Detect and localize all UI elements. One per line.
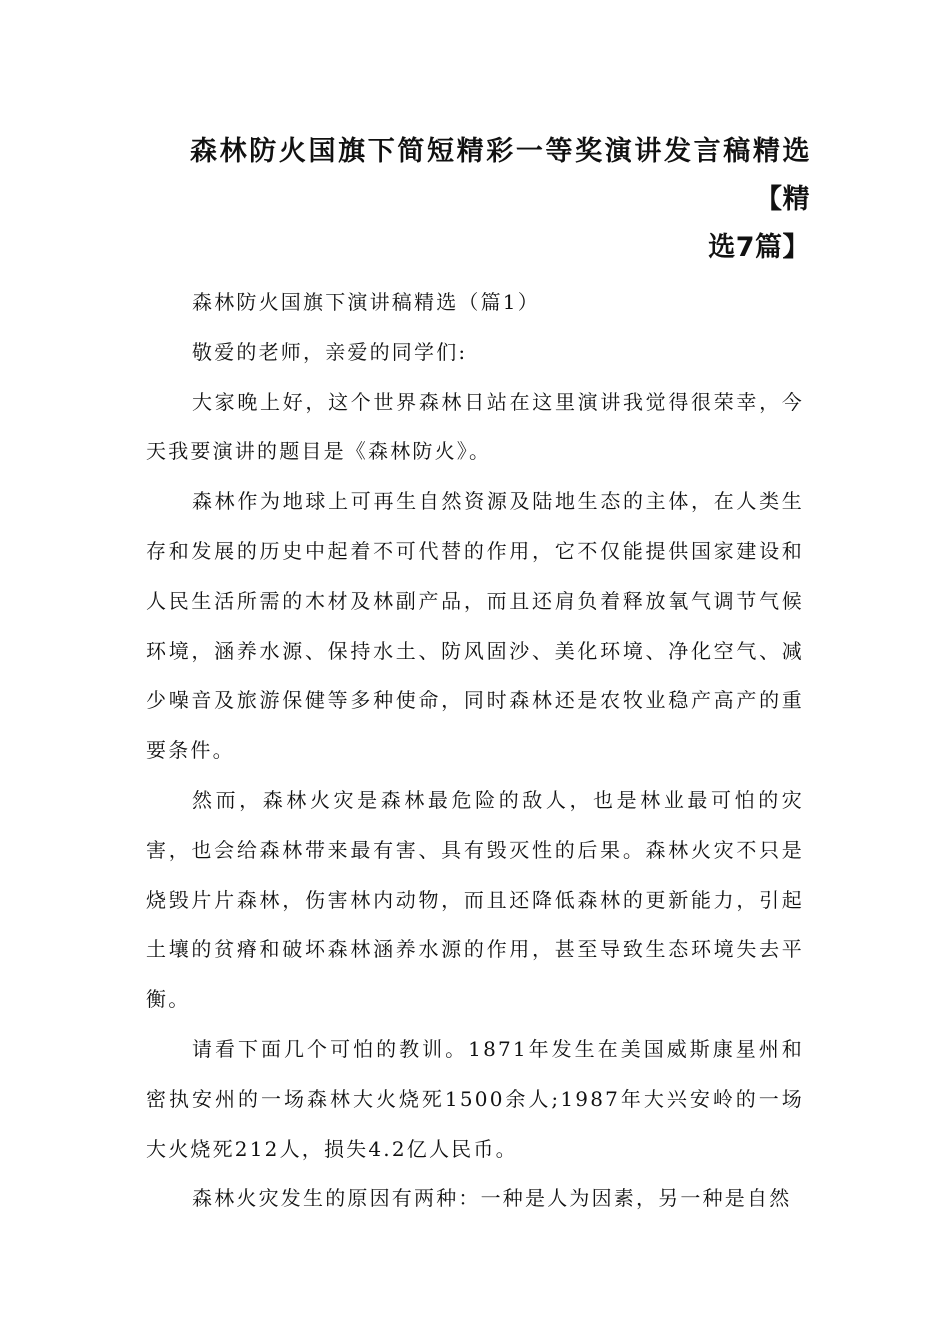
paragraph: 森林火灾发生的原因有两种：一种是人为因素，另一种是自然 <box>192 1186 792 1211</box>
title-line-2: 选7篇】 <box>708 232 810 263</box>
salutation: 敬爱的老师，亲爱的同学们: <box>192 339 468 364</box>
document-body <box>146 278 804 1224</box>
paragraph: 森林作为地球上可再生自然资源及陆地生态的主体，在人类生存和发展的历史中起着不可代替的作用，它不仅能提供国家建设和人民生活所需的木材及林副产品，而且还肩负着释放氧气调节气候环境，涵养水源、保持水土、防风固沙、美化环境、净化空气、减少噪音及旅游保健等多种使命，同时森林还是农牧业稳产高产的重要条件。 <box>146 489 804 763</box>
section-heading: 森林防火国旗下演讲稿精选（篇1） <box>192 290 540 314</box>
paragraph: 大家晚上好，这个世界森林日站在这里演讲我觉得很荣幸，今天我要演讲的题目是《森林防火》。 <box>146 389 804 464</box>
title-line-1: 森林防火国旗下简短精彩一等奖演讲发言稿精选【精 <box>190 136 810 215</box>
paragraph: 然而，森林火灾是森林最危险的敌人，也是林业最可怕的灾害，也会给森林带来最有害、具有毁灭性的后果。森林火灾不只是烧毁片片森林，伤害林内动物，而且还降低森林的更新能力，引起土壤的贫瘠和破坏森林涵养水源的作用，甚至导致生态环境失去平衡。 <box>146 787 804 1012</box>
paragraph: 请看下面几个可怕的教训。1871年发生在美国威斯康星州和密执安州的一场森林大火烧死1500余人;1987年大兴安岭的一场大火烧死212人，损失4.2亿人民币。 <box>146 1036 804 1161</box>
document-title <box>190 128 810 272</box>
